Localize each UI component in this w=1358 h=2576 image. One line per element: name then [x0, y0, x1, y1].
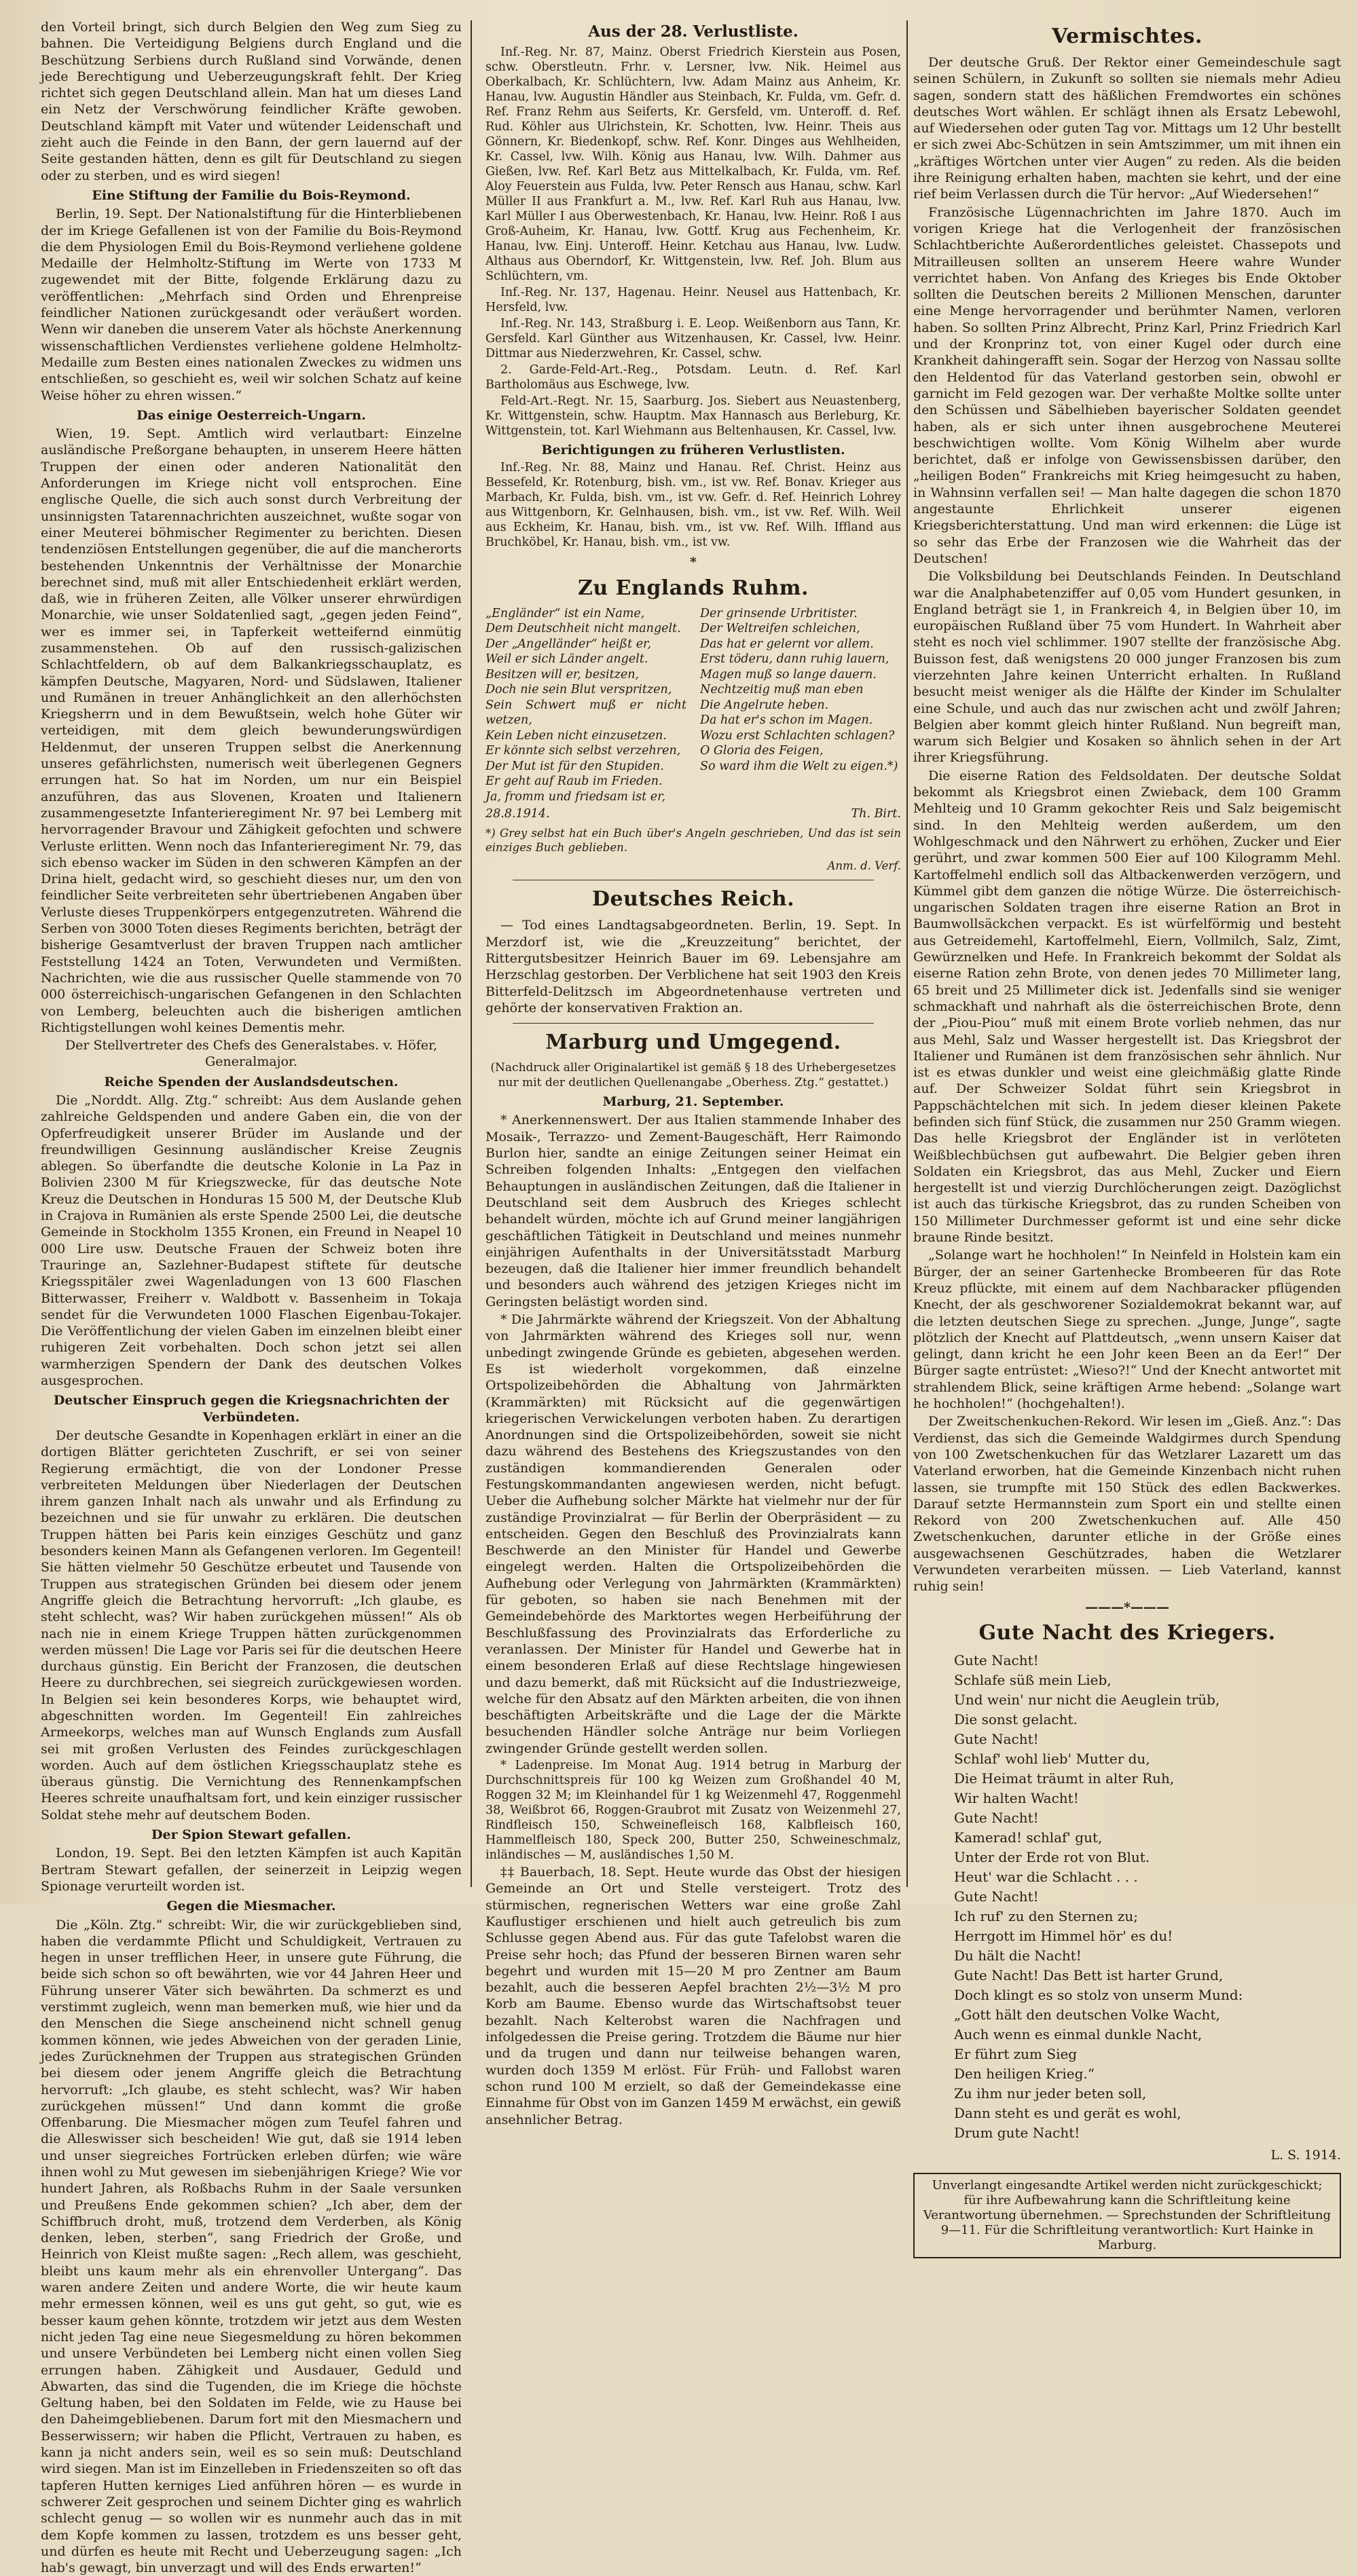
- poem-line: Er führt zum Sieg: [954, 2045, 1078, 2062]
- casualty-list: Inf.-Reg. Nr. 143, Straßburg i. E. Leop. Weißenborn aus Tann, Kr. Gersfeld. Karl Günther aus Witzenhausen, Kr. Cassel, lvw. Heinr. Dittmar aus Niederzwehren, Kr. Cassel, schw.: [485, 317, 901, 360]
- poem-line: Herrgott im Himmel hör' es du!: [954, 1927, 1173, 1944]
- article-body: Der Zweitschenkuchen-Rekord. Wir lesen im „Gieß. Anz.“: Das Verdienst, das sich die Gemeinde Waldgirmes durch Spendung von 100 Zwetschenkuchen für das Wetzlarer Lazarett um das Vaterland erworben, hat die Gemeinde Kinzenbach nicht ruhen lassen, sie trumpfte mit 150 Stück des edlen Backwerkes. Darauf setzte Hermannstein zum Sport ein und stellte einen Rekord von 200 Zwetschenkuchen auf. Alle 450 Zwetschenkuchen, darunter etliche in der Größe eines ausgewachsenen Geschützrades, haben die Wetzlarer Verwundeten verarbeiten müssen. — Lieb Vaterland, kannst ruhig sein!: [913, 1414, 1341, 1594]
- section-title: Marburg und Umgegend.: [545, 1030, 841, 1055]
- divider: [513, 1023, 874, 1024]
- section-title: Berichtigungen zu früheren Verlustlisten.: [541, 443, 845, 458]
- poem-line: Das hat er gelernt vor allem.: [700, 637, 874, 651]
- poem-line: Gute Nacht!: [954, 1730, 1039, 1747]
- article-body: „Solange wart he hochholen!“ In Neinfeld in Holstein kam ein Bürger, der an seiner Gartenhecke Brombeeren für das Rote Kreuz pflückte, mit einem auf dem Nachbaracker pflügenden Knecht, der als geschworener Sozialdemokrat bekannt war, auf die letzten deutschen Siege zu sprechen. „Junge, Junge“, sagte plötzlich der Knecht auf Plattdeutsch, „wenn unsern Kaiser dat gelingt, dann kricht he een Johr keen Been an da Eer!“ Der Bürger sagte entrüstet: „Wieso?!“ Und der Knecht antwortet mit strahlendem Blick, seine kräftigen Arme hebend: „Solange wart he hochholen!“ (hochgehalten!).: [913, 1248, 1341, 1412]
- article-body: ‡‡ Bauerbach, 18. Sept. Heute wurde das Obst der hiesigen Gemeinde an Ort und Stelle versteigert. Trotz des stürmischen, regnerischen Wetters war eine große Zahl Kauflustiger erschienen und hielt auch getreulich bis zum Schlusse gegen Abend aus. Für das gute Tafelobst waren die Preise sehr hoch; das Pfund der besseren Birnen waren sehr begehrt und wurden mit 15—20 M pro Zentner am Baum bezahlt, auch die besseren Aepfel brachten 2½—3½ M pro Korb am Baume. Ebenso wurde das Wirtschaftsobst teuer bezahlt. Nach Kelterobst waren die Nachfragen und infolgedessen die Preise gering. Trotzdem die Bäume nur hier und da trugen und dann nur teilweise behangen waren, wurden doch 1359 M erlöst. Für Früh- und Fallobst waren schon rund 100 M erzielt, so daß der Gemeindekasse eine Einnahme für Obst von im Ganzen 1459 M erwächst, ein gewiß ansehnlicher Betrag.: [485, 1865, 901, 2127]
- poem-line: Wir halten Wacht!: [954, 1789, 1079, 1806]
- poem-footnote-source: Anm. d. Verf.: [827, 859, 901, 873]
- poem-line: Der „Angelländer“ heißt er,: [485, 637, 652, 651]
- section-title: Aus der 28. Verlustliste.: [588, 22, 799, 41]
- poem-right-column: [700, 606, 901, 805]
- poem-line: Unter der Erde rot von Blut.: [954, 1848, 1150, 1865]
- column-rule: [471, 20, 472, 1887]
- poem-title: Gute Nacht des Kriegers.: [978, 1620, 1276, 1645]
- article-body: Der deutsche Gruß. Der Rektor einer Gemeindeschule sagt seinen Schülern, in Zukunft so sollten sie niemals mehr Adieu sagen, sondern statt des häßlichen Fremdwortes ein schönes deutsches Wort wählen. Er schlägt ihnen als Ersatz Lebewohl, auf Wiedersehen oder guten Tag vor. Mittags um 12 Uhr bestellt er sich zwei Abc-Schützen in sein Amtszimmer, um mit ihnen ein „kräftiges Wörtchen unter vier Augen“ zu reden. Als die beiden ihre Reinigung erhalten haben, machten sie kehrt, und der eine rief beim Verlassen durch die Tür hervor: „Auf Wiedersehen!“: [913, 55, 1341, 202]
- poem-date: 28.8.1914.: [485, 807, 550, 821]
- article-title: Reiche Spenden der Auslandsdeutschen.: [104, 1074, 399, 1089]
- article-body: Wien, 19. Sept. Amtlich wird verlautbart: Einzelne ausländische Preßorgane behaupten, in unserem Heere hätten Truppen der einen oder anderen Nationalität den Anforderungen im Kriege nicht voll entsprochen. Eine englische Quelle, die sich auch sonst durch Verbreitung der unsinnigsten Tatarennachrichten auszeichnet, wußte sogar von einer Meuterei böhmischer Regimenter zu berichten. Diesen tendenziösen Entstellungen gegenüber, die auf die mancherorts bestehenden Unkenntnis der Verhältnisse der Monarchie berechnet sind, muß mit aller Entschiedenheit erklärt werden, daß, wie in früheren Zeiten, alle Völker unserer ehrwürdigen Monarchie, wie unser Soldatenlied sagt, „gegen jeden Feind“, wer es immer sei, in Tapferkeit wetteifernd einmütig zusammenstehen. Ob auf den russisch-galizischen Schlachtfeldern, ob auf dem Balkankriegsschauplatz, es kämpfen Deutsche, Magyaren, Nord- und Südslawen, Italiener und Rumänen in treuer Anhänglichkeit an den allerhöchsten Kriegsherrn und in dem Bewußtsein, welch hohe Güter wir verteidigen, mit dem gleich bewunderungswürdigen Heldenmut, der unseren Truppen selbst die Anerkennung unseres gefährlichsten, numerisch weit überlegenen Gegners errungen hat. So hat im Norden, um nur ein Beispiel anzuführen, das aus Slovenen, Kroaten und Italienern zusammengesetzte Infanterieregiment Nr. 97 bei Lemberg mit hervorragender Bravour und Zähigkeit gefochten und schwere Verluste erlitten. Wenn noch das Infanterieregiment Nr. 79, das sich ebenso wacker im Süden in den schweren Kämpfen an der Drina hielt, gedacht wird, so geschieht dieses nur, um den von feindlicher Seite verbreiteten sehr übertriebenen Angaben über Verluste dieses Truppenkörpers entgegenzutreten. Während die Serben von 3000 Toten dieses Regiments berichten, beträgt der bisherige Gesamtverlust der braven Truppen nach amtlicher Feststellung 1424 an Toten, Verwundeten und Vermißten. Nachrichten, wie die aus russischer Quelle stammende von 70 000 österreichisch-ungarischen Gefangenen in den Schlachten von Lemberg, beleuchten auch die bisherigen amtlichen Richtigstellungen wohl keines Dementis mehr.: [41, 426, 462, 1035]
- section-title: Deutsches Reich.: [591, 887, 795, 912]
- poem-line: Besitzen will er, besitzen,: [485, 667, 640, 682]
- poem-footnote: *) Grey selbst hat ein Buch über's Angeln geschrieben, Und das ist sein einziges Buch geblieben.: [485, 827, 901, 855]
- poem-line: Dem Deutschheit nicht mangelt.: [485, 622, 681, 636]
- poem-line: Doch nie sein Blut verspritzen,: [485, 683, 672, 697]
- article-body: Französische Lügennachrichten im Jahre 1870. Auch im vorigen Kriege hat die Verlogenheit der französischen Schlachtberichte Außerordentliches geleistet. Chassepots und Mitrailleusen sollten an unserem Heere wahre Wunder verrichtet haben. Von Anfang des Krieges bis Ende Oktober sollten die Deutschen bereits 2 Millionen Menschen, darunter eine Menge hervorragender und berühmter Namen, verloren haben. So sollten Prinz Albrecht, Prinz Karl, Prinz Friedrich Karl und der Kronprinz tot, von einer Kugel oder durch eine Krankheit dahingerafft sein. Sogar der Herzog von Nassau sollte den Heldentod für das Vaterland gestorben sein, obwohl er garnicht im Feld gezogen war. Der verhaßte Moltke sollte unter den Schüssen und Säbelhieben bayerischer Soldaten geendet haben, als er sich unter ihnen ausgebrochene Meuterei beschwichtigen wollte. Vom König Wilhelm aber wurde berichtet, daß er infolge von Gewissensbissen darüber, den „heiligen Boden“ Frankreichs mit Krieg heimgesucht zu haben, in Wahnsinn verfallen sei! — Man halte dagegen die schon 1870 angestaunte Ehrlichkeit unserer eigenen Kriegsberichterstattung. Und man wird erkennen: die Lüge ist so sehr das Erbe der Franzosen wie die Wahrheit das der Deutschen!: [913, 204, 1341, 566]
- poem-line: Und wein' nur nicht die Aeuglein trüb,: [954, 1691, 1220, 1708]
- poem-line: Der Weltreifen schleichen,: [700, 622, 860, 636]
- article-signature: Der Stellvertreter des Chefs des Generalstabes. v. Höfer, Generalmajor.: [65, 1038, 438, 1070]
- poem-author: Th. Birt.: [851, 807, 901, 821]
- poem-footer: [485, 806, 901, 822]
- poem-line: Magen muß so lange dauern.: [700, 667, 877, 682]
- dateline: Marburg, 21. September.: [602, 1094, 784, 1110]
- poem-line: Erst töderu, dann ruhig lauern,: [700, 652, 889, 667]
- article-body: Der deutsche Gesandte in Kopenhagen erklärt in einer an die dortigen Blätter gerichteten Zuschrift, er sei von seiner Regierung ermächtigt, die von der Londoner Presse verbreiteten Meldungen über Niederlagen der Deutschen ihrem ganzen Inhalt nach als unwahr und als Erfindung zu bezeichnen und sie für unwahr zu erklären. Die deutschen Truppen hätten bei Paris kein einziges Geschütz und ganz besonders keinen Mann als Gefangenen verloren. Im Gegenteil! Sie hätten vielmehr 50 Geschütze erbeutet und Tausende von Truppen aus strategischen Gründen bei diesem oder jenem Angriffe gleich die Betrachtung hervorruft: „Ich glaube, es steht schlecht, was? Wir haben zurückgehen müssen!“ Als ob nach nie in einem Kriege Truppen hätten zurückgenommen werden müssen! Die Lage vor Paris sei für die deutschen Heere durchaus günstig. Ein Bericht der Franzosen, die deutschen Heere zu durchbrechen, sei siegreich zurückgewiesen worden. In Belgien sei kein besonderes Korps, wie behauptet wird, abgeschnitten worden. Im Gegenteil! Ein zahlreiches Armeekorps, welches man auf Wunsch Englands zum Ausfall sei mit großen Verlusten des Feindes zurückgeschlagen worden. Auch auf dem östlichen Kriegsschauplatz stehe es überaus günstig. Die Vernichtung des Rennenkampfschen Heeres schreite unaufhaltsam fort, und kein einziger russischer Soldat stehe mehr auf deutschem Boden.: [41, 1427, 462, 1823]
- poem-line: Gute Nacht! Das Bett ist harter Grund,: [954, 1966, 1224, 1983]
- poem-line: Nechtzeitig muß man eben: [700, 683, 864, 697]
- column-left: [41, 19, 462, 2576]
- poem-line: Der Mut ist für den Stupiden.: [485, 759, 664, 773]
- poem-line: So ward ihm die Welt zu eigen.*): [700, 759, 898, 773]
- separator-star: *: [690, 555, 697, 570]
- poem-line: „Engländer“ ist ein Name,: [485, 606, 645, 620]
- poem-line: „Gott hält den deutschen Volke Wacht,: [954, 2006, 1220, 2023]
- poem-line: Kamerad! schlaf' gut,: [954, 1829, 1103, 1846]
- poem-line: Da hat er's schon im Magen.: [700, 713, 873, 728]
- article-body: Berlin, 19. Sept. Der Nationalstiftung für die Hinterbliebenen der im Kriege Gefallenen ist von der Familie du Bois-Reymond die dem Physiologen Emil du Bois-Reymond verliehene goldene Medaille der Helmholtz-Stiftung im Werte von 1733 M zugewendet mit der Bitte, folgende Erklärung dazu zu veröffentlichen: „Mehrfach sind Orden und Ehrenpreise feindlicher Nationen zurückgesandt oder veräußert worden. Wenn wir daneben die unserem Vater als höchste Anerkennung wissenschaftlichen Verdienstes verliehene goldene Helmholtz-Medaille zum Besten eines nationalen Zweckes zu widmen uns entschließen, so geschieht es, weil wir solchen Schatz auf keine Weise höher zu ehren wissen.“: [41, 206, 462, 403]
- poem-line: Die Angelrute heben.: [700, 698, 829, 712]
- poem-line: Gute Nacht!: [954, 1888, 1039, 1905]
- poem-line: Heut' war die Schlacht . . .: [954, 1868, 1138, 1885]
- poem-signature: L. S. 1914.: [1270, 2147, 1341, 2163]
- article-title: Gegen die Miesmacher.: [166, 1899, 336, 1914]
- casualty-list: Inf.-Reg. Nr. 137, Hagenau. Heinr. Neusel aus Hattenbach, Kr. Hersfeld, lvw.: [485, 286, 901, 314]
- poem-line: Gute Nacht!: [954, 1651, 1039, 1668]
- article-body: * Anerkennenswert. Der aus Italien stammende Inhaber des Mosaik-, Terrazzo- und Zement-Baugeschäft, Herr Raimondo Burlon hier, sandte an einige Zeitungen seiner Heimat ein Schreiben folgenden Inhalts: „Entgegen den vielfachen Behauptungen in ausländischen Zeitungen, daß die Italiener in Deutschland seit dem Ausbruch des Krieges schlecht behandelt würden, möchte ich auf Grund meiner langjährigen geschäftlichen Tätigkeit in Deutschland und meines nunmehr einjährigen Aufenthalts in der Universitätsstadt Marburg bezeugen, daß die Italiener hier immer freundlich behandelt und besonders auch während des jetzigen Krieges nicht im Geringsten belästigt worden sind.: [485, 1113, 901, 1309]
- article-title: Deutscher Einspruch gegen die Kriegsnachrichten der Verbündeten.: [53, 1393, 449, 1425]
- poem-title: Zu Englands Ruhm.: [577, 576, 809, 600]
- poem-line: Schlafe süß mein Lieb,: [954, 1671, 1112, 1688]
- section-title: Vermischtes.: [1052, 24, 1203, 48]
- poem-line: Er könnte sich selbst verzehren,: [485, 744, 681, 758]
- article-title: Eine Stiftung der Familie du Bois-Reymond.: [92, 187, 411, 203]
- article-body: * Ladenpreise. Im Monat Aug. 1914 betrug in Marburg der Durchschnittspreis für 100 kg Weizen zum Großhandel 40 M, Roggen 32 M; im Kleinhandel für 1 kg Weizenmehl 47, Roggenmehl 38, Weißbrot 66, Roggen-Graubrot mit Zusatz von Weizenmehl 27, Rindfleisch 150, Schweinefleisch 168, Kalbfleisch 160, Hammelfleisch 180, Speck 200, Butter 250, Schweineschmalz, inländisches — M, ausländisches 1,50 M.: [485, 1759, 901, 1863]
- poem-line: Ja, fromm und friedsam ist er,: [485, 789, 666, 804]
- poem-line: Dann steht es und gerät es wohl,: [954, 2104, 1181, 2121]
- poem: [913, 1651, 1341, 2143]
- poem-line: Auch wenn es einmal dunkle Nacht,: [954, 2026, 1203, 2042]
- poem-line: Weil er sich Länder angelt.: [485, 652, 648, 667]
- poem-line: Ich ruf' zu den Sternen zu;: [954, 1907, 1138, 1924]
- poem-line: Kein Leben nicht einzusetzen.: [485, 728, 667, 743]
- article-title: Der Spion Stewart gefallen.: [151, 1827, 351, 1843]
- poem-line: Sein Schwert muß er nicht wetzen,: [485, 698, 686, 728]
- poem-line: Der grinsende Urbritister.: [700, 606, 858, 620]
- poem-line: O Gloria des Feigen,: [700, 744, 824, 758]
- poem-line: Du hält die Nacht!: [954, 1947, 1082, 1964]
- poem-left-column: [485, 606, 686, 805]
- article-body: Die „Köln. Ztg.“ schreibt: Wir, die wir zurückgeblieben sind, haben die verdammte Pflicht und Schuldigkeit, Vertrauen zu hegen in unser trefflichen Heer, in unsere gute Führung, die beide sich schon so oft bewährten, wie vor 44 Jahren Heer und Führung unserer Väter sich bewährten. Da schmerzt es und verstimmt zugleich, wenn man bemerken muß, wie hier und da den Menschen die Siege anscheinend nicht schnell genug kommen können, wie jedes Abweichen von der geraden Linie, jedes Zurücknehmen der Truppen aus strategischen Gründen bei diesem oder jenem Angriffe gleich die Betrachtung hervorruft: „Ich glaube, es steht schlecht, was? Wir haben zurückgehen müssen!“ Und dann kommt die große Offenbarung. Die Miesmacher mögen zum Teufel fahren und die Alleswisser sich bescheiden! Wie gut, daß sie 1914 leben und unser siegreiches Fortrücken erleben dürfen; wie wäre ihnen wohl zu Mut gewesen im siebenjährigen Kriege? Wie vor hundert Jahren, als Roßbachs Ruhm in der Saale versunken und Preußens Ende gekommen schien? „Ich aber, dem der Schiffbruch droht, muß, trotzend dem Verderben, als König denken, leben, sterben“, sang Friedrich der Große, und Heinrich von Kleist mußte sagen: „Rech allem, was geschieht, bleibt uns kaum mehr als ein ehrenvoller Untergang“. Das waren andere Zeiten und andere Worte, die wir heute kaum mehr ermessen können, weil es uns gut geht, so gut, wie es besser kaum gehen könnte, trotzdem wir jetzt aus dem Westen nicht jeden Tag eine neue Siegesmeldung zu hören bekommen und unsere Verbündeten bei Lemberg nicht einen vollen Sieg errungen haben. Zähigkeit und Ausdauer, Geduld und Abwarten, das sind die Tugenden, die im Kriege die höchste Geltung haben, bei den Soldaten im Felde, wie zu Hause bei den Daheimgebliebenen. Darum fort mit den Miesmachern und Besserwissern; wir haben die Pflicht, Vertrauen zu haben, es kann ja nicht anders sein, weil es so sein muß: Deutschland wird siegen. Man ist im Einzelleben in Friedenszeiten so oft das tapferen Hutten kerniges Lied anführen hören — es wurde in schwerer Zeit gesprochen und seinem Dichter ging es wahrlich schlecht genug — so wollen wir es nunmehr auch das in mit dem Kopfe kommen zu lassen, trotzdem es uns besser geht, und dürfen es heute mit Recht und Ueberzeugung sagen: „Ich hab's gewagt, bin unverzagt und will des Ends erwarten!“: [41, 1917, 462, 2576]
- poem-line: Gute Nacht!: [954, 1809, 1039, 1826]
- article-body: London, 19. Sept. Bei den letzten Kämpfen ist auch Kapitän Bertram Stewart gefallen, der seinerzeit in Leipzig wegen Spionage verurteilt worden ist.: [41, 1846, 462, 1894]
- poem-line: Die Heimat träumt in alter Ruh,: [954, 1770, 1175, 1787]
- editorial-notice: Unverlangt eingesandte Artikel werden nicht zurückgeschickt; für ihre Aufbewahrung kann die Schriftleitung keine Verantwortung übernehmen. — Sprechstunden der Schriftleitung 9—11. Für die Schriftleitung verantwortlich: Kurt Hainke in Marburg.: [913, 2173, 1341, 2258]
- article-body: Die „Norddt. Allg. Ztg.“ schreibt: Aus dem Auslande gehen zahlreiche Geldspenden und andere Gaben ein, die von der Opferfreudigkeit unserer Brüder im Auslande und der freundwilligen Gesinnung ausländischer Kreise Zeugnis ablegen. So überfandte die deutsche Kolonie in La Paz in Bolivien 2300 M für Kriegszwecke, für das deutsche Note Kreuz die Deutschen in Honduras 15 500 M, der Deutsche Klub in Crajova in Rumänien als erste Spende 2500 Lei, die deutsche Gemeinde in Stockholm 1355 Kronen, ein Freund in Neapel 10 000 Lire usw. Deutsche Frauen der Schweiz boten ihre Trauringe an, Sazlehner-Budapest stiftete für deutsche Kriegsspitäler zwei Wagenladungen von 13 600 Flaschen Bitterwasser, Freiherr v. Waldbott v. Bassenheim in Tokaja sendet für die Verwundeten 1000 Flaschen Eigenbau-Tokajer. Die Veröffentlichung der vielen Gaben im einzelnen bleibt einer ruhigeren Zeit vorbehalten. Doch schon jetzt sei allen warmherzigen Spendern der Dank des deutschen Volkes ausgesprochen.: [41, 1093, 462, 1389]
- poem-line: Drum gute Nacht!: [954, 2124, 1080, 2141]
- separator-star: ———*———: [1085, 1599, 1169, 1615]
- casualty-list: 2. Garde-Feld-Art.-Reg., Potsdam. Leutn. d. Ref. Karl Bartholomäus aus Eschwege, lvw.: [485, 363, 901, 392]
- article-body: * Die Jahrmärkte während der Kriegszeit. Von der Abhaltung von Jahrmärkten während des Krieges soll nur, wenn unbedingt zwingende Gründe es gebieten, abgesehen werden. Es ist wiederholt vorgekommen, daß einzelne Ortspolizeibehörden die Abhaltung von Jahrmärkten (Krammärkten) mit Rücksicht auf die gegenwärtigen kriegerischen Verwickelungen verboten haben. Zu derartigen Anordnungen sind die Ortspolizeibehörden, soweit sie nicht dazu während des Bestehens des Kriegszustandes von den zuständigen kommandierenden Generalen oder Festungskommandanten angewiesen werden, nicht befugt. Ueber die Aufhebung solcher Märkte hat vielmehr nur der für zuständige Provinzialrat — für Berlin der Oberpräsident — zu entscheiden. Gegen den Beschluß des Provinzialrats kann Beschwerde an den Minister für Handel und Gewerbe eingelegt werden. Halten die Ortspolizeibehörden die Aufhebung oder Verlegung von Jahrmärkten (Krammärkten) für geboten, so haben sie nach Benehmen mit der Gemeindebehörde des Marktortes wegen Herbeiführung der Beschlußfassung des Provinzialrats das Erforderliche zu veranlassen. Der Minister für Handel und Gewerbe hat in einem besonderen Erlaß auf diese Rechtslage hingewiesen und dazu bemerkt, daß mit Rücksicht auf die Industriezweige, welche für den Absatz auf den Märkten arbeiten, die von ihnen beschäftigten Arbeitskräfte und die Lage der die Märkte besuchenden Händler solche Anträge nur beim Vorliegen zwingender Gründe gestellt werden sollen.: [485, 1312, 901, 1756]
- poem-line: Er geht auf Raub im Frieden.: [485, 774, 663, 789]
- column-rule: [906, 20, 908, 1887]
- poem-line: Doch klingt es so stolz von unserm Mund:: [954, 1986, 1243, 2003]
- poem: [485, 606, 901, 805]
- reprint-note: (Nachdruck aller Originalartikel ist gemäß § 18 des Urhebergesetzes nur mit der deutlichen Quellenangabe „Oberhess. Ztg.“ gestattet.): [490, 1061, 896, 1090]
- article-intro: den Vorteil bringt, sich durch Belgien den Weg zum Sieg zu bahnen. Die Verteidigung Belgiens durch England und die Beschützung Serbiens durch Rußland sind Vorwände, denen jede Berechtigung und Ueberzeugungskraft fehlt. Der Krieg richtet sich gegen Deutschland allein. Man hat um dieses Land ein Netz der Verschwörung feindlicher Kräfte gewoben. Deutschland kämpft mit Vater und wütender Leidenschaft und zieht auch die Feinde in den Bann, der gern lauernd auf der Seite gestanden hätten, denn es gilt für Deutschland zu siegen oder zu sterben, und es wird siegen!: [41, 20, 462, 183]
- poem-line: Die sonst gelacht.: [954, 1711, 1078, 1728]
- column-right: [913, 19, 1341, 2253]
- poem-line: Den heiligen Krieg.“: [954, 2065, 1095, 2082]
- poem-line: Wozu erst Schlachten schlagen?: [700, 728, 895, 743]
- article-body: Die eiserne Ration des Feldsoldaten. Der deutsche Soldat bekommt als Kriegsbrot einen Zwieback, dem 100 Gramm Mehlteig und 10 Gramm gekochter Reis und Salz beigemischt sind. In den Mehlteig werden außerdem, um den Wohlgeschmack und den Nährwert zu erhöhen, Zucker und Eier gerührt, und zwar kommen 500 Eier auf 100 Kilogramm Mehl. Kartoffelmehl endlich soll das Altbackenwerden verzögern, und Kümmel gibt dem ganzen die nötige Würze. Die österreichisch-ungarischen Soldaten tragen ihre eiserne Ration an Brot in Baumwollsäckchen verpackt. Es ist würfelförmig und besteht aus Getreidemehl, Kartoffelmehl, Eiern, Vollmilch, Salz, Zimt, Gewürznelken und Hefe. In Frankreich bekommt der Soldat als eiserne Ration zehn Brote, von denen jedes 70 Millimeter lang, 65 breit und 25 Millimeter dick ist. Jedenfalls sind sie weniger schmackhaft und nahrhaft als die österreichischen Brote, denn der „Piou-Piou“ muß mit einem Brote vorlieb nehmen, das nur aus Mehl, Salz und Wasser hergestellt ist. Das Kriegsbrot der Italiener und Rumänen ist dem französischen sehr ähnlich. Nur ist es etwas dunkler und weist eine gleichmäßig glatte Rinde auf. Der Schweizer Soldat führt sein Kriegsbrot in Pappschächtelchen mit sich. In jedem dieser kleinen Pakete befinden sich fünf Stück, die zusammen nur 250 Gramm wiegen. Das helle Kriegsbrot der Engländer ist in verlöteten Weißblechbüchsen gut aufbewahrt. Die Belgier geben ihren Soldaten ein Kriegsbrot, das aus Mehl, Zucker und Eiern hergestellt ist und vierzig Durchlöcherungen zeigt. Dazöglichst ist auch das türkische Kriegsbrot, das zu runden Scheiben von 150 Millimeter Durchmesser geformt ist und eine sehr dicke braune Rinde besitzt.: [913, 768, 1341, 1246]
- column-middle: [485, 19, 901, 2127]
- casualty-list: Feld-Art.-Regt. Nr. 15, Saarburg. Jos. Siebert aus Neuastenberg, Kr. Wittgenstein, schw. Hauptm. Max Hannasch aus Berleburg, Kr. Wittgenstein, tot. Karl Wiehmann aus Beltenhausen, Kr. Cassel, lvw.: [485, 394, 901, 438]
- article-body: Die Volksbildung bei Deutschlands Feinden. In Deutschland war die Analphabetenziffer auf 0,05 vom Hundert gesunken, in England beträgt sie 1, in Frankreich 4, in Belgien über 10, im europäischen Rußland über 75 vom Hundert. In Wahrheit aber steht es noch viel schlimmer. 1907 stellte der französische Abg. Buisson fest, daß wenigstens 20 000 junger Franzosen bis zum vierzehnten Jahre keinen Unterricht erhalten. In Rußland besucht meist weniger als die Hälfte der Kinder im Schulalter eine Schule, und auch das nur zwischen acht und zwölf Jahren; Belgien aber kommt gleich hinter Rußland. Nun begreift man, warum sich Belgier und Kosaken so ähnlich sehen in der Art ihrer Kriegsführung.: [913, 569, 1341, 766]
- poem-line: Zu ihm nur jeder beten soll,: [954, 2085, 1147, 2102]
- corrections-list: Inf.-Reg. Nr. 88, Mainz und Hanau. Ref. Christ. Heinz aus Bessefeld, Kr. Rotenburg, bish. vm., ist vw. Ref. Bonav. Krieger aus Marbach, Kr. Fulda, bish. vm., ist vw. Gefr. d. Ref. Heinrich Lohrey aus Wittgenborn, Kr. Gelnhausen, bish. vm., ist vw. Ref. Wilh. Weil aus Eckheim, Kr. Hanau, bish. vm., ist vw. Ref. Wilh. Iffland aus Bruchköbel, Kr. Hanau, bish. vm., ist vw.: [485, 461, 901, 550]
- article-title: Das einige Oesterreich-Ungarn.: [136, 407, 366, 423]
- poem-line: Schlaf' wohl lieb' Mutter du,: [954, 1750, 1150, 1767]
- article-body: — Tod eines Landtagsabgeordneten. Berlin, 19. Sept. In Merzdorf ist, wie die „Kreuzzeitung“ berichtet, der Rittergutsbesitzer Heinrich Bauer im 69. Lebensjahre am Herzschlag gestorben. Der Verblichene hat seit 1903 den Kreis Bitterfeld-Delitzsch im Abgeordnetenhause vertreten und gehörte der konservativen Fraktion an.: [485, 918, 901, 1015]
- casualty-list: Inf.-Reg. Nr. 87, Mainz. Oberst Friedrich Kierstein aus Posen, schw. Oberstleutn. Frhr. v. Lersner, lvw. Nik. Heimel aus Oberkalbach, Kr. Schlüchtern, lvw. Adam Mainz aus Anheim, Kr. Hanau, lvw. Augustin Händler aus Steinbach, Kr. Fulda, vm. Gefr. d. Ref. Franz Rehm aus Seiferts, Kr. Gersfeld, vm. Unteroff. d. Ref. Rud. Köhler aus Ulrichstein, Kr. Schotten, lvw. Heinr. Theis aus Gönnern, Kr. Biedenkopf, schw. Ref. Konr. Dinges aus Wehlheiden, Kr. Cassel, lvw. Wilh. König aus Hanau, lvw. Wilh. Dahmer aus Gießen, lvw. Ref. Karl Betz aus Mittelkalbach, Kr. Fulda, vm. Ref. Aloy Feuerstein aus Fulda, lvw. Peter Rensch aus Hanau, schw. Karl Müller II aus Frankfurt a. M., lvw. Ref. Karl Ruh aus Hanau, lvw. Karl Müller I aus Oberwestenbach, Kr. Hanau, lvw. Heinr. Roß I aus Groß-Auheim, Kr. Hanau, lvw. Gottf. Krug aus Fechenheim, Kr. Hanau, lvw. Einj. Unteroff. Heinr. Ketchau aus Hanau, lvw. Ludw. Althaus aus Oberndorf, Kr. Wittgenstein, lvw. Ref. Joh. Blum aus Schlüchtern, vm.: [485, 45, 901, 283]
